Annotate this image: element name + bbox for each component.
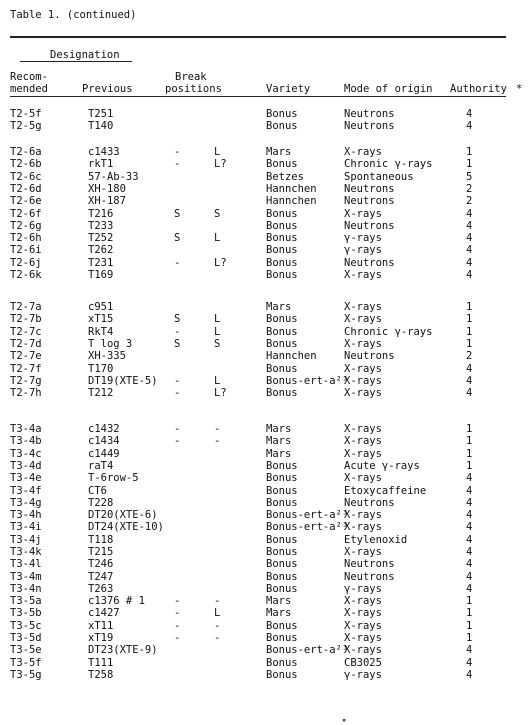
designation-recommended: T3-4g [10, 496, 42, 509]
mode-of-origin: Neutrons [344, 570, 395, 583]
mode-of-origin: X-rays [344, 337, 382, 350]
mode-of-origin: γ-rays [344, 668, 382, 681]
designation-recommended: T3-5e [10, 644, 42, 657]
variety: Bonus [266, 244, 298, 257]
table-row [0, 120, 532, 132]
break-position-1: S [174, 232, 181, 245]
mode-of-origin: Neutrons [344, 108, 395, 120]
mode-of-origin: X-rays [344, 447, 382, 460]
table-row [0, 534, 532, 546]
designation-previous: c1376 # 1 [88, 595, 145, 607]
table-row [0, 220, 532, 232]
variety: Mars [266, 146, 292, 158]
variety: Bonus-ert-a²³ [266, 509, 349, 522]
authority: 4 [466, 219, 473, 232]
designation-recommended: T2-6d [10, 182, 42, 195]
table-row [0, 387, 532, 399]
mode-of-origin: X-rays [344, 207, 382, 220]
variety: Bonus [266, 496, 298, 509]
designation-recommended: T2-7f [10, 362, 42, 375]
variety: Bonus [266, 619, 298, 632]
break-position-1: - [174, 374, 181, 387]
designation-previous: xT11 [88, 619, 114, 632]
top-rule [10, 36, 506, 38]
mode-of-origin: X-rays [344, 521, 382, 534]
break-position-1: S [174, 337, 181, 350]
mode-of-origin: X-rays [344, 269, 382, 281]
authority: 1 [466, 459, 473, 472]
designation-previous: T247 [88, 570, 114, 583]
variety: Bonus [266, 207, 298, 220]
authority: 4 [466, 256, 473, 269]
authority: 4 [466, 558, 473, 571]
designation-recommended: T2-7h [10, 387, 42, 400]
variety: Mars [266, 423, 292, 435]
authority: 1 [466, 158, 473, 171]
mode-of-origin: Etoxycaffeine [344, 484, 427, 497]
designation-recommended: T2-6f [10, 207, 42, 220]
break-position-1: - [174, 607, 181, 620]
authority: 1 [466, 607, 473, 620]
designation-heading: Designation [50, 49, 120, 61]
mode-of-origin: CB3025 [344, 656, 382, 669]
variety: Bonus [266, 256, 298, 269]
mode-of-origin: Neutrons [344, 182, 395, 195]
table-row [0, 326, 532, 338]
table-row [0, 485, 532, 497]
table-row [0, 644, 532, 656]
designation-previous: c1433 [88, 146, 120, 158]
mode-of-origin: Neutrons [344, 120, 395, 133]
designation-previous: T258 [88, 668, 114, 681]
mode-of-origin: γ-rays [344, 244, 382, 257]
designation-previous: CT6 [88, 484, 107, 497]
break-position-1: - [174, 387, 181, 400]
designation-recommended: T3-5b [10, 607, 42, 620]
mode-of-origin: X-rays [344, 313, 382, 326]
designation-previous: T169 [88, 269, 114, 281]
break-position-2: L [214, 232, 221, 245]
authority: 4 [466, 269, 473, 281]
table-row [0, 669, 532, 681]
designation-recommended: T2-6k [10, 269, 42, 281]
table-row [0, 460, 532, 472]
variety: Bonus [266, 484, 298, 497]
designation-previous: c1449 [88, 447, 120, 460]
variety: Bonus [266, 533, 298, 546]
break-position-1: - [174, 146, 181, 158]
designation-recommended: T3-4h [10, 509, 42, 522]
mode-of-origin: X-rays [344, 301, 382, 313]
variety: Bonus [266, 219, 298, 232]
designation-recommended: T2-7d [10, 337, 42, 350]
mode-of-origin: X-rays [344, 644, 382, 657]
designation-recommended: T2-6e [10, 195, 42, 208]
header-break-line2: positions [165, 83, 222, 95]
break-position-1: S [174, 313, 181, 326]
break-position-2: - [214, 631, 221, 644]
variety: Bonus [266, 232, 298, 245]
mode-of-origin: X-rays [344, 374, 382, 387]
authority: 4 [466, 232, 473, 245]
designation-recommended: T3-5g [10, 668, 42, 681]
variety: Mars [266, 301, 292, 313]
authority: 2 [466, 350, 473, 363]
table-row [0, 435, 532, 447]
mode-of-origin: γ-rays [344, 232, 382, 245]
variety: Bonus-ert-a²³ [266, 521, 349, 534]
table-row [0, 232, 532, 244]
break-position-2: - [214, 595, 221, 607]
designation-previous: rkT1 [88, 158, 114, 171]
table-row [0, 269, 532, 281]
mode-of-origin: X-rays [344, 423, 382, 435]
authority: 2 [466, 195, 473, 208]
variety: Mars [266, 447, 292, 460]
authority: 4 [466, 668, 473, 681]
break-position-2: - [214, 619, 221, 632]
designation-recommended: T2-5g [10, 120, 42, 133]
break-position-1: S [174, 207, 181, 220]
authority: 1 [466, 337, 473, 350]
variety: Bonus [266, 472, 298, 485]
mode-of-origin: X-rays [344, 472, 382, 485]
break-position-1: - [174, 435, 181, 448]
designation-previous: T228 [88, 496, 114, 509]
authority: 1 [466, 423, 473, 435]
mode-of-origin: γ-rays [344, 582, 382, 595]
table-row [0, 558, 532, 570]
table-row [0, 146, 532, 158]
authority: 4 [466, 387, 473, 400]
designation-recommended: T2-6j [10, 256, 42, 269]
variety: Bonus [266, 668, 298, 681]
designation-previous: DT24(XTE-10) [88, 521, 164, 534]
variety: Mars [266, 435, 292, 448]
designation-previous: T246 [88, 558, 114, 571]
designation-recommended: T3-5d [10, 631, 42, 644]
table-row [0, 338, 532, 350]
designation-previous: 57-Ab-33 [88, 170, 139, 183]
authority: 1 [466, 325, 473, 338]
variety: Bonus [266, 631, 298, 644]
break-position-1: - [174, 158, 181, 171]
designation-previous: RkT4 [88, 325, 114, 338]
table-row [0, 257, 532, 269]
header-recommended-line2: mended [10, 83, 48, 95]
designation-recommended: T2-6h [10, 232, 42, 245]
variety: Mars [266, 607, 292, 620]
designation-recommended: T3-4n [10, 582, 42, 595]
authority: 4 [466, 484, 473, 497]
designation-previous: T118 [88, 533, 114, 546]
designation-previous: T251 [88, 108, 114, 120]
variety: Bonus [266, 158, 298, 171]
authority: 4 [466, 509, 473, 522]
authority: 1 [466, 435, 473, 448]
header-authority: Authority [450, 83, 507, 95]
break-position-1: - [174, 325, 181, 338]
variety: Bonus [266, 269, 298, 281]
table-row [0, 183, 532, 195]
break-position-1: - [174, 595, 181, 607]
header-footnote-star: * [516, 83, 523, 95]
designation-previous: c951 [88, 301, 114, 313]
header-variety: Variety [266, 83, 311, 95]
authority: 4 [466, 120, 473, 133]
designation-recommended: T3-4j [10, 533, 42, 546]
designation-previous: c1427 [88, 607, 120, 620]
designation-recommended: T3-5f [10, 656, 42, 669]
break-position-2: L [214, 607, 221, 620]
designation-previous: c1432 [88, 423, 120, 435]
table-row [0, 571, 532, 583]
designation-recommended: T3-4c [10, 447, 42, 460]
table-row [0, 171, 532, 183]
authority: 1 [466, 595, 473, 607]
authority: 4 [466, 207, 473, 220]
designation-recommended: T3-4k [10, 546, 42, 558]
mode-of-origin: X-rays [344, 595, 382, 607]
variety: Bonus [266, 120, 298, 133]
break-position-1: - [174, 256, 181, 269]
authority: 4 [466, 521, 473, 534]
break-position-1: - [174, 423, 181, 435]
designation-previous: T262 [88, 244, 114, 257]
break-position-2: L [214, 146, 221, 158]
designation-recommended: T2-7c [10, 325, 42, 338]
variety: Bonus [266, 558, 298, 571]
authority: 1 [466, 631, 473, 644]
designation-recommended: T3-4b [10, 435, 42, 448]
table-row [0, 448, 532, 460]
mode-of-origin: X-rays [344, 619, 382, 632]
break-position-2: L [214, 325, 221, 338]
break-position-2: S [214, 337, 221, 350]
variety: Hannchen [266, 195, 317, 208]
variety: Mars [266, 595, 292, 607]
designation-recommended: T2-6a [10, 146, 42, 158]
designation-recommended: T3-4d [10, 459, 42, 472]
break-position-2: S [214, 207, 221, 220]
designation-previous: XH-187 [88, 195, 126, 208]
designation-recommended: T2-6c [10, 170, 42, 183]
break-position-2: L [214, 374, 221, 387]
authority: 4 [466, 374, 473, 387]
page-mark: ▪ [342, 716, 347, 724]
authority: 4 [466, 496, 473, 509]
designation-recommended: T3-4e [10, 472, 42, 485]
table-row [0, 350, 532, 362]
variety: Bonus [266, 108, 298, 120]
designation-previous: T-6row-5 [88, 472, 139, 485]
authority: 4 [466, 533, 473, 546]
variety: Bonus [266, 570, 298, 583]
designation-recommended: T3-5a [10, 595, 42, 607]
variety: Bonus-ert-a²³ [266, 644, 349, 657]
mode-of-origin: Spontaneous [344, 170, 414, 183]
designation-previous: c1434 [88, 435, 120, 448]
variety: Bonus [266, 337, 298, 350]
mode-of-origin: X-rays [344, 387, 382, 400]
mode-of-origin: Chronic γ-rays [344, 325, 433, 338]
designation-recommended: T2-7a [10, 301, 42, 313]
designation-recommended: T3-4l [10, 558, 42, 571]
designation-recommended: T3-5c [10, 619, 42, 632]
variety: Hannchen [266, 182, 317, 195]
designation-recommended: T3-4m [10, 570, 42, 583]
table-row [0, 497, 532, 509]
authority: 4 [466, 362, 473, 375]
break-position-2: L? [214, 158, 227, 171]
table-row [0, 108, 532, 120]
mode-of-origin: Neutrons [344, 496, 395, 509]
table-row [0, 620, 532, 632]
designation-previous: T170 [88, 362, 114, 375]
variety: Bonus [266, 656, 298, 669]
designation-previous: T215 [88, 546, 114, 558]
designation-recommended: T2-6b [10, 158, 42, 171]
designation-previous: T log 3 [88, 337, 133, 350]
mode-of-origin: X-rays [344, 146, 382, 158]
designation-previous: T263 [88, 582, 114, 595]
designation-previous: T111 [88, 656, 114, 669]
designation-underline [20, 61, 132, 62]
break-position-2: L? [214, 387, 227, 400]
variety: Bonus [266, 546, 298, 558]
mode-of-origin: Acute γ-rays [344, 459, 420, 472]
designation-recommended: T3-4i [10, 521, 42, 534]
authority: 4 [466, 656, 473, 669]
designation-recommended: T2-6i [10, 244, 42, 257]
variety: Hannchen [266, 350, 317, 363]
mode-of-origin: X-rays [344, 509, 382, 522]
authority: 4 [466, 570, 473, 583]
table-row [0, 546, 532, 558]
table-row [0, 363, 532, 375]
mode-of-origin: X-rays [344, 546, 382, 558]
table-row [0, 244, 532, 256]
designation-previous: T216 [88, 207, 114, 220]
break-position-1: - [174, 631, 181, 644]
designation-previous: raT4 [88, 459, 114, 472]
authority: 4 [466, 644, 473, 657]
authority: 1 [466, 301, 473, 313]
authority: 4 [466, 244, 473, 257]
designation-previous: DT19(XTE-5) [88, 374, 158, 387]
mode-of-origin: X-rays [344, 631, 382, 644]
break-position-1: - [174, 619, 181, 632]
mode-of-origin: X-rays [344, 435, 382, 448]
variety: Bonus [266, 459, 298, 472]
authority: 4 [466, 582, 473, 595]
break-position-2: - [214, 423, 221, 435]
designation-previous: XH-335 [88, 350, 126, 363]
variety: Bonus [266, 582, 298, 595]
designation-previous: T140 [88, 120, 114, 133]
authority: 1 [466, 146, 473, 158]
designation-previous: XH-180 [88, 182, 126, 195]
authority: 1 [466, 447, 473, 460]
variety: Bonus [266, 313, 298, 326]
variety: Bonus-ert-a²³ [266, 374, 349, 387]
designation-previous: xT15 [88, 313, 114, 326]
designation-recommended: T2-7b [10, 313, 42, 326]
variety: Bonus [266, 362, 298, 375]
table-row [0, 521, 532, 533]
table-row [0, 632, 532, 644]
header-rule [10, 96, 506, 97]
table-row [0, 301, 532, 313]
header-recommended-line1: Recom- [10, 71, 48, 83]
mode-of-origin: Neutrons [344, 256, 395, 269]
header-break-line1: Break [175, 71, 207, 83]
mode-of-origin: Chronic γ-rays [344, 158, 433, 171]
designation-previous: DT20(XTE-6) [88, 509, 158, 522]
mode-of-origin: X-rays [344, 362, 382, 375]
authority: 1 [466, 313, 473, 326]
table-row [0, 375, 532, 387]
mode-of-origin: Etylenoxid [344, 533, 408, 546]
mode-of-origin: Neutrons [344, 219, 395, 232]
table-row [0, 595, 532, 607]
mode-of-origin: Neutrons [344, 350, 395, 363]
designation-previous: T231 [88, 256, 114, 269]
header-mode-of-origin: Mode of origin [344, 83, 433, 95]
designation-recommended: T2-7g [10, 374, 42, 387]
designation-recommended: T3-4f [10, 484, 42, 497]
table-row [0, 208, 532, 220]
authority: 5 [466, 170, 473, 183]
table-row [0, 607, 532, 619]
table-row [0, 423, 532, 435]
table-row [0, 158, 532, 170]
break-position-2: L [214, 313, 221, 326]
table-row [0, 509, 532, 521]
variety: Betzes [266, 170, 304, 183]
variety: Bonus [266, 387, 298, 400]
table-row [0, 657, 532, 669]
table-row [0, 583, 532, 595]
mode-of-origin: X-rays [344, 607, 382, 620]
designation-previous: xT19 [88, 631, 114, 644]
designation-recommended: T2-6g [10, 219, 42, 232]
table-row [0, 313, 532, 325]
designation-previous: T212 [88, 387, 114, 400]
break-position-2: - [214, 435, 221, 448]
designation-previous: T252 [88, 232, 114, 245]
variety: Bonus [266, 325, 298, 338]
designation-previous: T233 [88, 219, 114, 232]
authority: 4 [466, 108, 473, 120]
break-position-2: L? [214, 256, 227, 269]
authority: 4 [466, 472, 473, 485]
authority: 4 [466, 546, 473, 558]
table-caption: Table 1. (continued) [10, 9, 137, 21]
designation-previous: DT23(XTE-9) [88, 644, 158, 657]
designation-recommended: T2-5f [10, 108, 42, 120]
mode-of-origin: Neutrons [344, 558, 395, 571]
designation-recommended: T2-7e [10, 350, 42, 363]
table-row [0, 472, 532, 484]
authority: 2 [466, 182, 473, 195]
designation-recommended: T3-4a [10, 423, 42, 435]
authority: 1 [466, 619, 473, 632]
header-previous: Previous [82, 83, 133, 95]
table-row [0, 195, 532, 207]
mode-of-origin: Neutrons [344, 195, 395, 208]
